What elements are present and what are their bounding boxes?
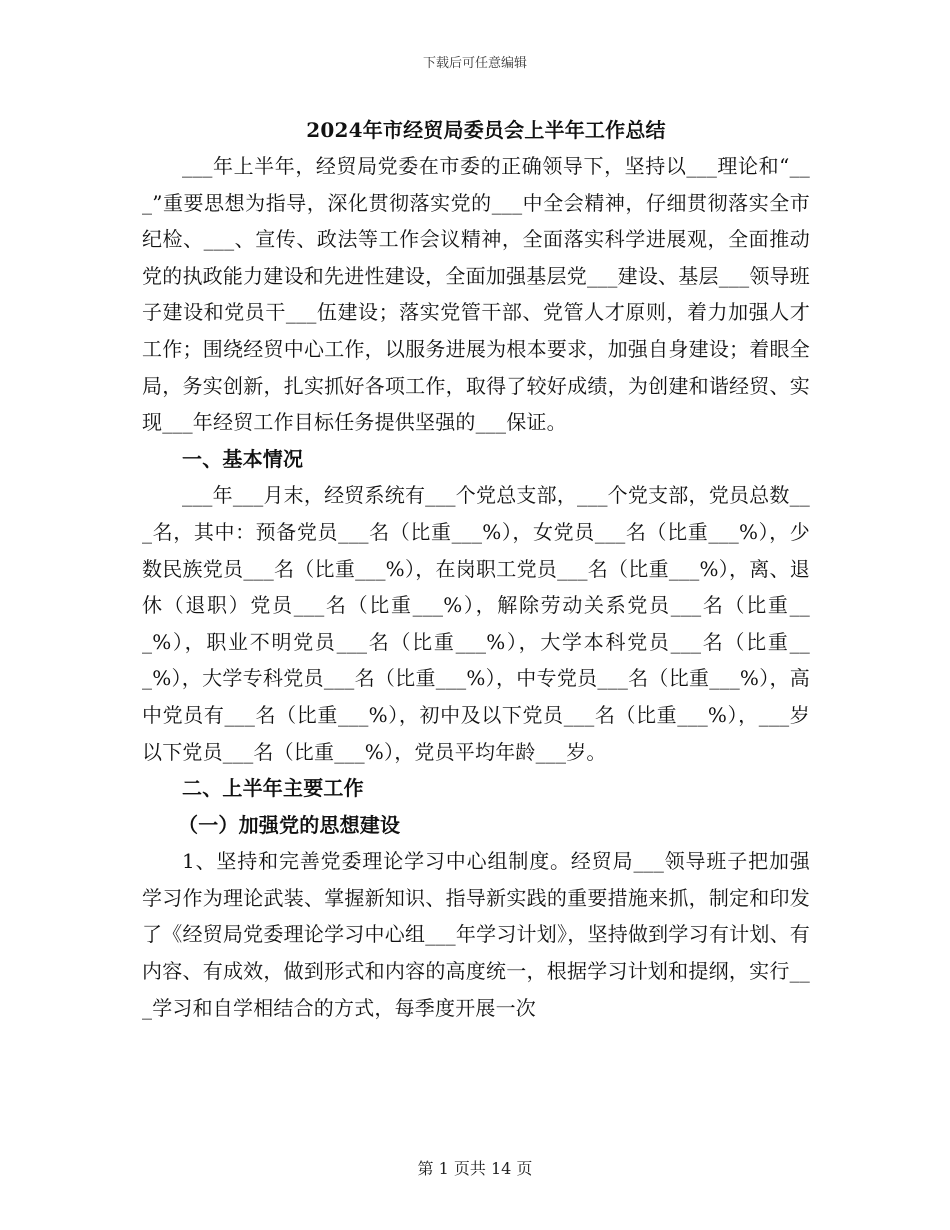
section-heading-basic-situation: 一、基本情况 bbox=[182, 446, 304, 471]
subheading-ideological-building: （一）加强党的思想建设 bbox=[178, 812, 401, 837]
intro-paragraph: ___年上半年，经贸局党委在市委的正确领导下，坚持以___理论和“___”重要思想为指导，深化贯彻落实党的___中全会精神，仔细贯彻落实全市纪检、___、宣传、政法等工作会议精神，全面落实科学进展观，全面推动党的执政能力建设和先进性建设，全面加强基层党___建设、基层___领导班子建设和党员干___伍建设；落实党管干部、党管人才原则，着力加强人才工作；围绕经贸中心工作，以服务进展为根本要求，加强自身建设；着眼全局，务实创新，扎实抓好各项工作，取得了较好成绩，为创建和谐经贸、实现___年经贸工作目标任务提供坚强的___保证。 bbox=[142, 154, 810, 435]
section-heading-main-work: 二、上半年主要工作 bbox=[182, 776, 364, 801]
page-footer: 第 1 页共 14 页 bbox=[417, 1159, 533, 1178]
document-title: 2024年市经贸局委员会上半年工作总结 bbox=[306, 118, 666, 142]
document-body bbox=[142, 112, 810, 1026]
basic-situation-paragraph: ___年___月末，经贸系统有___个党总支部，___个党支部，党员总数___名，其中：预备党员___名（比重___%），女党员___名（比重___%），少数民族党员___名（比重___%），在岗职工党员___名（比重___%），离、退休（退职）党员___名（比重___%），解除劳动关系党员___名（比重___%），职业不明党员___名（比重___%），大学本科党员___名（比重___%），大学专科党员___名（比重___%），中专党员___名（比重___%），高中党员有___名（比重___%），初中及以下党员___名（比重___%），___岁以下党员___名（比重___%），党员平均年龄___岁。 bbox=[142, 483, 810, 764]
item-1-paragraph: 1、坚持和完善党委理论学习中心组制度。经贸局___领导班子把加强学习作为理论武装、掌握新知识、指导新实践的重要措施来抓，制定和印发了《经贸局党委理论学习中心组___年学习计划》，坚持做到学习有计划、有内容、有成效，做到形式和内容的高度统一，根据学习计划和提纲，实行___学习和自学相结合的方式，每季度开展一次 bbox=[142, 849, 810, 1020]
page-header: 下载后可任意编辑 bbox=[422, 56, 527, 71]
